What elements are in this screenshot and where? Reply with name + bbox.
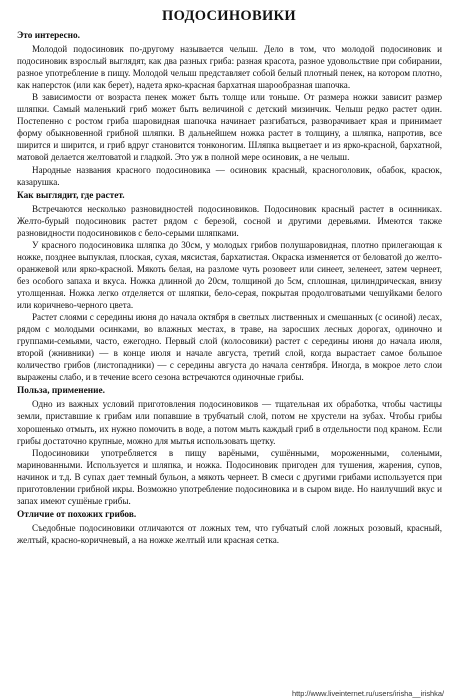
section-heading-differences: Отличие от похожих грибов. bbox=[17, 509, 137, 520]
paragraph: Народные названия красного подосиновика — осиновик красный, красноголовик, обабок, красюк, казарушка. bbox=[17, 164, 442, 187]
article-body bbox=[0, 30, 458, 546]
paragraph: В зависимости от возраста пенек может быть толще или тоньше. От размера ножки зависит размер шляпки. Самый маленький гриб может быть величиной с детский мизинчик. Челыш редко растет один. Постепенно с ростом гриба шаровидная шапочка начинает разгибаться, разворачивает края и принимает форму обыкновенной грибной шляпки. В дальнейшем ножка растет в толщину, а шляпка, напротив, все ширится и ширится, и гриб вдруг становится тонконогим. Шляпка выцветает и из ярко-красной, бархатной, матовой делается желтоватой и гладкой. Это уж в полной мере осиновик, а не челыш. bbox=[17, 92, 442, 163]
paragraph: Встречаются несколько разновидностей подосиновиков. Подосиновик красный растет в осинниках. Желто-бурый подосиновик растет рядом с березой, сосной и другими деревьями. Имеются также разновидности подосиновиков с бело-серыми шляпками. bbox=[17, 203, 442, 238]
paragraph: Подосиновики употребляется в пищу варёными, сушёнными, мороженными, солеными, маринованными. Используется и шляпка, и ножка. Подосиновик пригоден для тушения, жарения, супов, начинок и т.д. В супах дает темный бульон, а мякоть чернеет. В смеси с другими грибами используется при приготовлении грибной икры. Возможно употребление подосиновика и в сыром виде. Но наилучший вкус и запах имеют сушёные грибы. bbox=[17, 447, 442, 506]
paragraph: Молодой подосиновик по-другому называется челыш. Дело в том, что молодой подосиновик и подосиновик взрослый выглядят, как два разных гриба: разная красота, разное удовольствие при собирании, разное употребление в пищу. Молодой челыш представляет собой белый плотный пенек, на котором плотно, как наперсток (или как берет), надета ярко-красная бархатная шарообразная шапочка. bbox=[17, 44, 442, 91]
section-heading-usage: Польза, применение. bbox=[17, 386, 105, 397]
paragraph: Одно из важных условий приготовления подосиновиков — тщательная их обработка, чтобы частицы земли, приставшие к грибам или попавшие в трубчатый слой, потом не хрустели на зубах. Чтобы грибы хорошенько отмыть, их нужно помочить в воде, а потом мыть каждый гриб в отдельности под краном. Если грибы достаточно крупные, можно для мытья использовать щетку. bbox=[17, 399, 442, 446]
page-title: ПОДОСИНОВИКИ bbox=[162, 8, 296, 24]
section-heading-appearance: Как выглядит, где растет. bbox=[17, 190, 125, 201]
source-url: http://www.liveinternet.ru/users/irisha__irishka/ bbox=[292, 689, 444, 698]
paragraph: Растет слоями с середины июня до начала октября в светлых лиственных и смешанных (с осиной) лесах, рядом с молодыми осинками, во влажных местах, в траве, на заросших лесных дорогах, одиночно и группами-семьями, часто, ежегодно. Первый слой (колосовики) растет с середины июня до начала июля, второй (жнивники) — в конце июля и начале августа, третий слой, когда вырастает самое большое количество грибов (листопадники) — с середины августа до начала сентября. Иногда, в мокрое лето слои выражены слабо, и в течение всего сезона встречаются одиночные грибы. bbox=[17, 312, 442, 383]
paragraph: Съедобные подосиновики отличаются от ложных тем, что губчатый слой ложных розовый, красный, желтый, красно-коричневый, а на ножке желтый или красная сетка. bbox=[17, 522, 442, 545]
section-heading-interesting: Это интересно. bbox=[17, 31, 80, 41]
paragraph: У красного подосиновика шляпка до 30см, у молодых грибов полушаровидная, плотно прилегающая к ножке, позднее выпуклая, плоская, сухая, мясистая, бархатистая. Окраска изменяется от беловатой до желто-оранжевой или ярко-красной. Мякоть белая, на разломе чуть розовеет или синеет, зеленеет, затем чернеет, без особого запаха и вкуса. Ножка длинной до 20см, толщиной до 5см, сплошная, цилиндрическая, внизу утолщенная. Ножка легко отделяется от шляпки, бело-серая, покрытая продолговатыми чешуйками белого или коричнево-черного цвета. bbox=[17, 239, 442, 311]
